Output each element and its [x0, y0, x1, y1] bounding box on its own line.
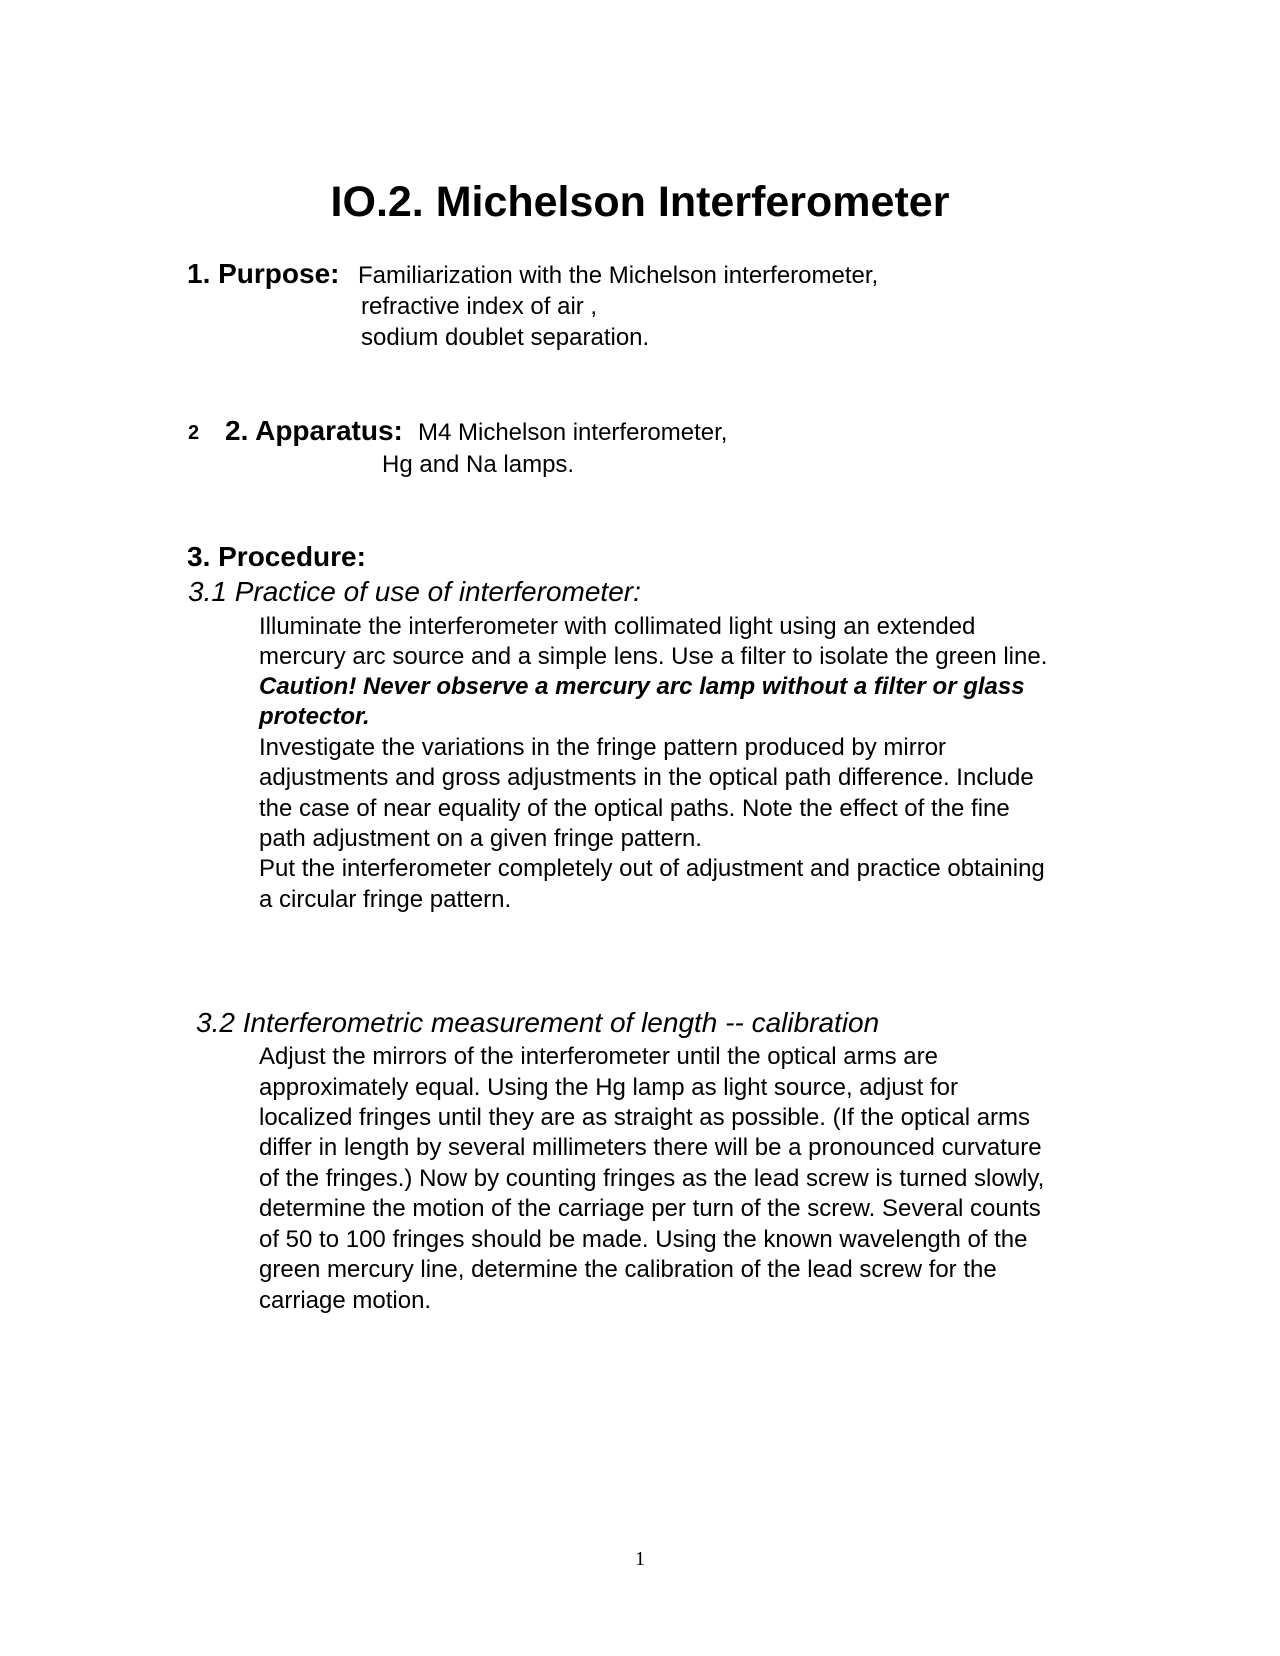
section-3-2-line: of the fringes.) Now by counting fringes as the lead screw is turned slowly, — [259, 1165, 1045, 1192]
procedure-heading: 3. Procedure: — [187, 541, 366, 572]
section-3-1-line: adjustments and gross adjustments in the optical path difference. Include — [259, 764, 1034, 791]
section-3-2-line: Adjust the mirrors of the interferometer until the optical arms are — [259, 1043, 938, 1070]
section-3-2-line: green mercury line, determine the calibration of the lead screw for the — [259, 1256, 997, 1283]
section-3-2-line: approximately equal. Using the Hg lamp as light source, adjust for — [259, 1074, 959, 1101]
page-number: 1 — [635, 1548, 645, 1570]
section-3-2-heading: 3.2 Interferometric measurement of length -- calibration — [196, 1007, 880, 1038]
caution-warning: protector. — [259, 703, 370, 730]
section-3-2-line: differ in length by several millimeters there will be a pronounced curvature — [259, 1134, 1042, 1161]
section-3-1-line: path adjustment on a given fringe pattern. — [259, 825, 702, 852]
purpose-line: Familiarization with the Michelson interferometer, — [358, 262, 879, 289]
caution-warning: Caution! Never observe a mercury arc lamp without a filter or glass — [259, 673, 1025, 700]
section-3-2-line: carriage motion. — [259, 1287, 432, 1314]
apparatus-heading: 2. Apparatus: — [225, 415, 403, 446]
section-3-1-line: Illuminate the interferometer with collimated light using an extended — [259, 613, 976, 640]
section-3-1-line: a circular fringe pattern. — [259, 886, 512, 913]
section-3-1-line: Put the interferometer completely out of adjustment and practice obtaining — [259, 855, 1045, 882]
section-3-2-line: determine the motion of the carriage per turn of the screw. Several counts — [259, 1195, 1041, 1222]
purpose-line: sodium doublet separation. — [361, 324, 650, 351]
section-3-2-line: of 50 to 100 fringes should be made. Using the known wavelength of the — [259, 1226, 1028, 1253]
purpose-line: refractive index of air , — [361, 293, 598, 320]
section-3-1-line: Investigate the variations in the fringe pattern produced by mirror — [259, 734, 947, 761]
purpose-heading: 1. Purpose: — [187, 258, 340, 289]
apparatus-line: Hg and Na lamps. — [382, 451, 575, 478]
section-3-1-line: mercury arc source and a simple lens. Use a filter to isolate the green line. — [259, 643, 1048, 670]
section-3-1-line: the case of near equality of the optical paths. Note the effect of the fine — [259, 795, 1010, 822]
section-3-2-line: localized fringes until they are as straight as possible. (If the optical arms — [259, 1104, 1031, 1131]
apparatus-line: M4 Michelson interferometer, — [418, 419, 728, 446]
page-title: IO.2. Michelson Interferometer — [330, 178, 950, 226]
section-3-1-heading: 3.1 Practice of use of interferometer: — [188, 576, 641, 607]
apparatus-list-marker: 2 — [188, 422, 200, 444]
